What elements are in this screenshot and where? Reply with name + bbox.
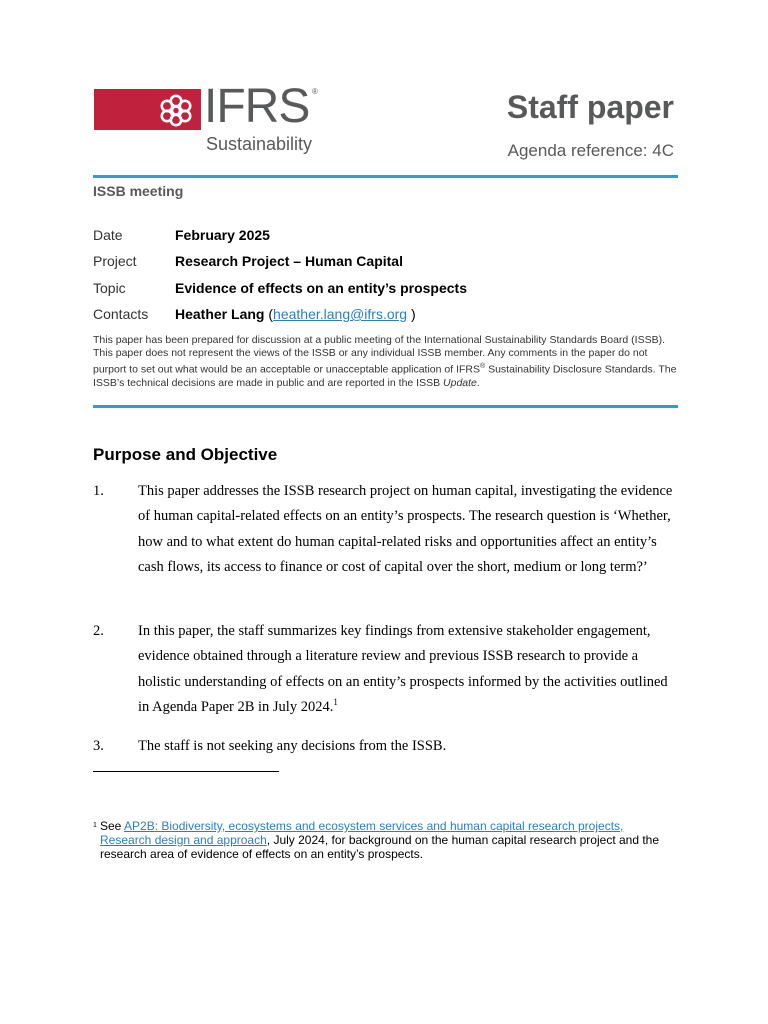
footnote-suffix: , July 2024, for background on the human capital research project and the research area of evidence of effects on an entity’s prospects. [100,833,660,861]
footnote-separator [93,771,279,772]
paragraph-text: The staff is not seeking any decisions from the ISSB. [138,738,447,754]
disclaimer-part2: Sustainability Disclosure Standards. The ISSB’s technical decisions are made in public and are reported in the ISSB [93,363,677,389]
footnote-reference[interactable]: 1 [333,697,338,708]
paragraph-number: 1. [93,483,104,499]
disclaimer-reg: ® [480,363,486,370]
footnote-text [100,819,673,861]
project-label: Project [93,253,137,269]
project-value: Research Project – Human Capital [175,253,403,269]
paragraph-text-wrap [138,619,678,720]
footnote-mark: 1 [93,822,97,829]
paragraph-number: 2. [93,623,104,639]
disclaimer-part3: . [476,376,480,389]
paragraph-text: In this paper, the staff summarizes key findings from extensive stakeholder engagement, evidence obtained through a literature review and previous ISSB research to provide a holistic understanding of effects on an entity’s prospects informed by the activities outlined in Agenda Paper 2B in July 2024. [138,623,668,715]
contacts-label: Contacts [93,306,149,322]
topic-label: Topic [93,280,126,296]
contact-close-paren: ) [407,306,416,322]
header-divider [93,175,678,178]
disclaimer-update: Update [443,376,477,389]
topic-value: Evidence of effects on an entity’s prospects [175,280,468,296]
meeting-label: ISSB meeting [93,183,184,199]
disclaimer-part1: This paper has been prepared for discussion at a public meeting of the International Sustainability Standards Board (ISSB). This paper does not represent the views of the ISSB or any individual ISSB member. Any comments in the paper do not purport to set out what would be an acceptable or unacceptable application of IFRS [93,334,665,376]
contact-value [175,305,416,323]
flower-logo-icon [158,93,194,127]
date-label: Date [93,227,123,243]
contact-name: Heather Lang [175,306,265,322]
logo-subtitle: Sustainability [206,134,313,154]
page-title: Staff paper [506,89,674,125]
paragraph-number: 3. [93,738,104,754]
disclaimer [93,334,678,390]
paragraph-text: This paper addresses the ISSB research project on human capital, investigating the evidence of human capital-related effects on an entity’s prospects. The research question is ‘Whether, how and to what extent do human capital-related risks and opportunities affect an entity’s cash flows, its access to finance or cost of capital over the short, medium or long term?’ [138,483,673,575]
disclaimer-divider [93,405,678,408]
logo-registered-mark: ® [312,87,318,96]
date-value: February 2025 [175,227,270,243]
agenda-label: Agenda reference: [507,141,648,160]
agenda-reference [508,141,674,161]
section-heading: Purpose and Objective [93,445,278,464]
footnote-prefix: See [100,819,125,833]
contact-email-link[interactable]: heather.lang@ifrs.org [273,306,408,322]
contact-open-paren: ( [268,306,274,322]
logo-wordmark: IFRS [204,80,310,133]
agenda-value: 4C [652,141,674,160]
ifrs-logo [94,80,324,154]
footnote-link[interactable]: AP2B: Biodiversity, ecosystems and ecosystem services and human capital research projects, Research design and approach [100,819,624,847]
